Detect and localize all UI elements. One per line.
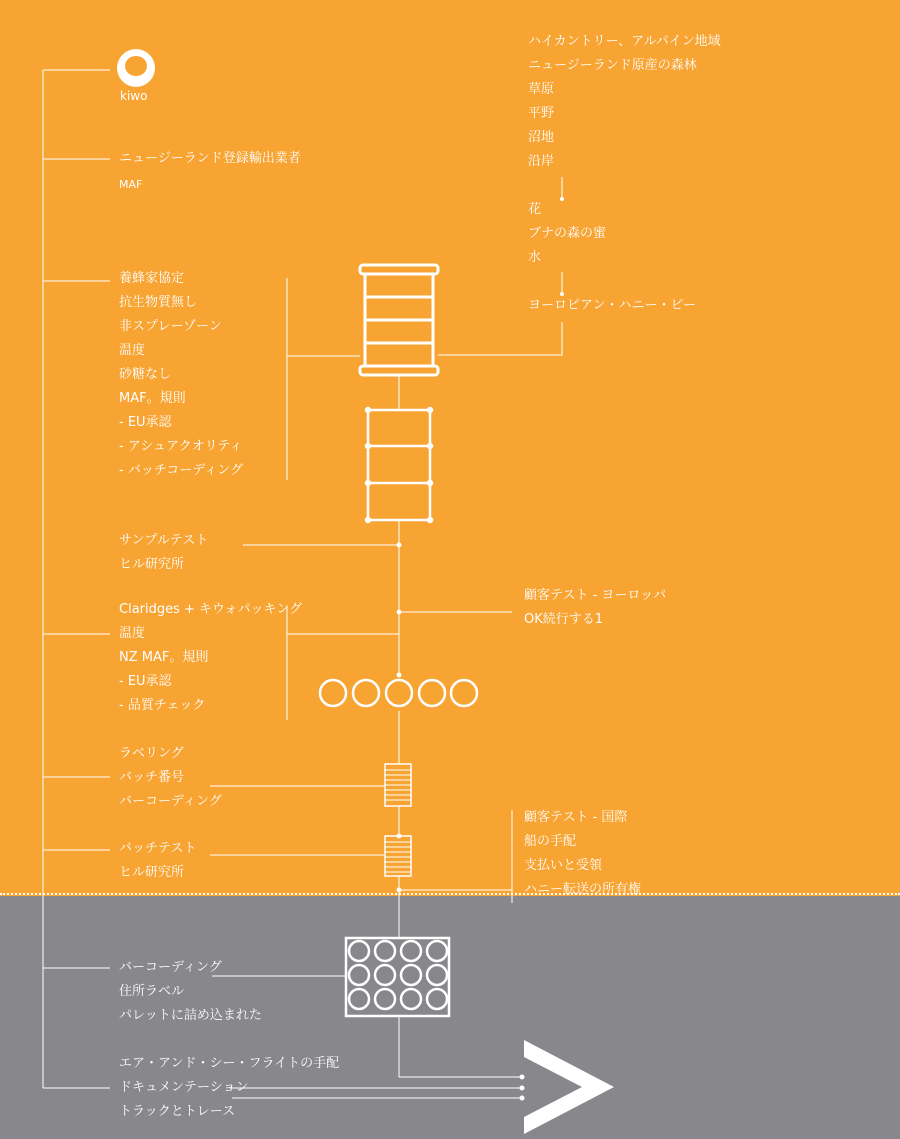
batch-test-jar-icon: [210, 834, 411, 876]
process-line: [399, 375, 522, 1077]
nectar-item: ブナの森の蜜: [528, 226, 607, 241]
honey-super-icon: [366, 408, 432, 522]
shipping-line: エア・アンド・シー・フライトの手配: [119, 1056, 340, 1071]
packing-line: Claridges + キウォパッキング: [119, 602, 303, 617]
beekeeper-line: 温度: [119, 343, 146, 358]
nectar-item: 水: [528, 250, 542, 265]
nectar-item: 花: [528, 202, 542, 217]
customer-test-intl-line: 支払いと受領: [524, 858, 603, 873]
shipping-line: ドキュメンテーション: [119, 1080, 249, 1095]
packing-line: 温度: [119, 626, 146, 641]
customer-test-intl-line: ハニー転送の所有権: [524, 882, 642, 897]
packing-line: NZ MAF。規則: [119, 650, 209, 665]
labeling-line: バーコーディング: [119, 794, 222, 809]
beekeeper-line: - バッチコーディング: [119, 463, 244, 478]
beekeeper-line: - アシュアクオリティ: [119, 439, 243, 454]
beehive-icon: [360, 265, 438, 375]
packing-line: - EU承認: [119, 674, 172, 689]
beekeeper-line: 非スプレーゾーン: [119, 319, 222, 334]
source-item: 沼地: [528, 130, 555, 145]
customer-test-europe-connector: [397, 610, 512, 614]
shipping-connectors: [230, 1075, 524, 1100]
beekeeper-line: MAF。規則: [119, 391, 186, 406]
exporter-line: MAF: [119, 178, 143, 191]
pallet-line: 住所ラベル: [119, 984, 185, 999]
sample-test-line: サンプルテスト: [119, 533, 209, 548]
source-item: ニュージーランド原産の森林: [528, 58, 697, 73]
labeling-line: バッチ番号: [119, 770, 185, 785]
left-spine: [43, 70, 110, 1088]
shipping-line: トラックとトレース: [119, 1104, 236, 1119]
packing-line: - 品質チェック: [119, 698, 206, 713]
beekeeper-line: 砂糖なし: [119, 367, 172, 382]
sources-arrows: [438, 177, 564, 355]
batch-test-line: ヒル研究所: [119, 865, 185, 880]
beekeeper-bracket: [287, 278, 360, 480]
customer-test-intl-line: 船の手配: [524, 834, 577, 849]
sample-test-line: ヒル研究所: [119, 557, 185, 572]
pallet-icon: [212, 938, 449, 1016]
beekeeper-line: - EU承認: [119, 415, 172, 430]
customer-test-intl-line: 顧客テスト - 国際: [524, 810, 628, 825]
chevron-right-icon: [524, 1040, 614, 1134]
source-item: 平野: [528, 106, 555, 121]
labeling-line: ラベリング: [119, 746, 184, 761]
brand-name: kiwo: [120, 89, 148, 103]
customer-test-intl-connector: [397, 810, 512, 903]
pallet-line: パレットに詰め込まれた: [119, 1008, 262, 1023]
kiwo-logo-icon: [117, 49, 155, 87]
source-item: 草原: [528, 82, 555, 97]
exporter-line: ニュージーランド登録輸出業者: [119, 151, 301, 166]
honey-jars-icon: [320, 680, 477, 706]
sample-test-connector: [243, 543, 401, 547]
beekeeper-line: 養蜂家協定: [119, 271, 185, 286]
pallet-line: バーコーディング: [119, 960, 222, 975]
customer-test-europe-line: OK続行する1: [524, 612, 604, 627]
source-item: ハイカントリー、アルパイン地域: [528, 34, 721, 49]
beekeeper-line: 抗生物質無し: [119, 295, 198, 310]
labeled-jar-icon: [210, 764, 411, 806]
batch-test-line: バッチテスト: [119, 841, 197, 856]
source-item: 沿岸: [528, 154, 555, 169]
bee-label: ヨーロピアン・ハニー・ビー: [528, 298, 696, 313]
customer-test-europe-line: 顧客テスト - ヨーロッパ: [524, 588, 667, 603]
packing-bracket: [287, 606, 401, 720]
